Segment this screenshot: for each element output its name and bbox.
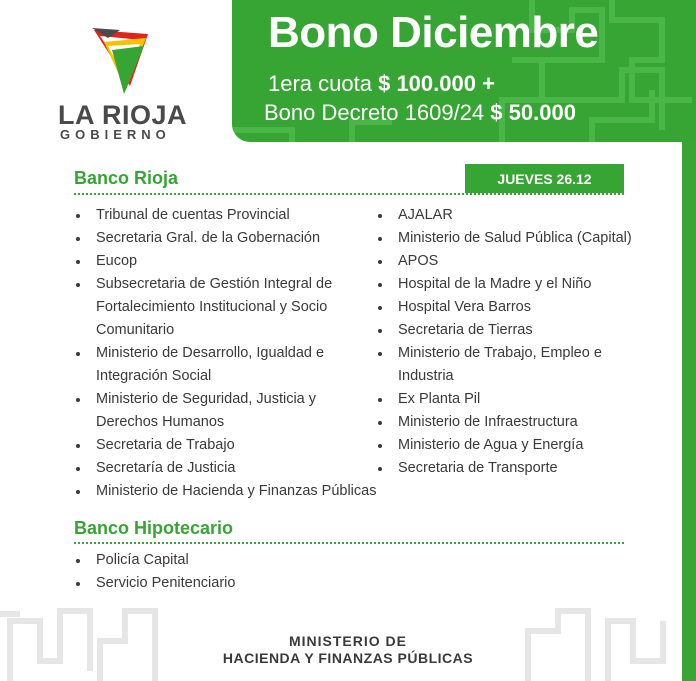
agency-list-item (74, 572, 235, 595)
logo-subtitle: GOBIERNO (60, 127, 171, 142)
logo-name: LA RIOJA (58, 100, 188, 130)
ministry-line-2: HACIENDA Y FINANZAS PÚBLICAS (222, 650, 474, 666)
banco-hipotecario-list (74, 549, 235, 595)
date-badge: JUEVES 26.12 (465, 164, 624, 193)
agency-list-item (376, 319, 632, 342)
list-item-text: Fortalecimiento Institucional y Socio (96, 299, 328, 315)
list-item-text: Secretaria de Trabajo (96, 437, 235, 453)
list-item-text: Derechos Humanos (96, 414, 225, 430)
agency-list-item (376, 457, 632, 480)
header-line-1 (268, 71, 495, 97)
list-item-text: AJALAR (398, 207, 453, 223)
list-item-text: Ministerio de Hacienda y Finanzas Públicas (96, 483, 377, 499)
page-title: Bono Diciembre (268, 8, 599, 57)
header-banner (232, 0, 696, 142)
list-item-text: Ministerio de Infraestructura (398, 414, 578, 430)
agency-list-item (74, 273, 376, 342)
list-item-text: Ex Planta Pil (398, 391, 481, 407)
list-item-text: APOS (398, 253, 439, 269)
list-item-text: Ministerio de Seguridad, Justicia y (96, 391, 317, 407)
list-item-text: Ministerio de Agua y Energía (398, 437, 584, 453)
banco-rioja-title: Banco Rioja (74, 168, 179, 188)
agency-list-item (376, 227, 632, 250)
la-rioja-logo-icon (90, 24, 154, 96)
agency-list-item (376, 273, 632, 296)
list-item-text: Servicio Penitenciario (96, 575, 236, 591)
list-item-text: Secretaria de Transporte (398, 460, 558, 476)
agency-list-item (376, 411, 632, 434)
list-item-text: Hospital de la Madre y el Niño (398, 276, 592, 292)
list-item-text: Ministerio de Salud Pública (Capital) (398, 230, 632, 246)
banco-hipotecario-title: Banco Hipotecario (74, 518, 234, 538)
banco-rioja-divider (74, 193, 624, 195)
agency-list-item (376, 250, 632, 273)
list-item-text: Subsecretaria de Gestión Integral de (96, 276, 333, 292)
list-item-text: Secretaría de Justicia (96, 460, 236, 476)
agency-list-item (376, 434, 632, 457)
agency-list-item (74, 250, 376, 273)
banco-rioja-list-left (74, 204, 376, 503)
agency-list-item (74, 227, 376, 250)
agency-list-item (74, 434, 376, 457)
agency-list-item (376, 204, 632, 227)
agency-list-item (74, 388, 376, 434)
banco-rioja-list-right (376, 204, 632, 480)
agency-list-item (74, 457, 376, 480)
agency-list-item (376, 342, 632, 388)
agency-list-item (74, 549, 235, 572)
list-item-text: Eucop (96, 253, 138, 269)
cuota-amount: $ 100.000 (378, 71, 476, 96)
agency-list-item (376, 388, 632, 411)
list-item-text: Tribunal de cuentas Provincial (96, 207, 290, 223)
list-item-text: Secretaria de Tierras (398, 322, 533, 338)
list-item-text: Comunitario (96, 322, 175, 338)
banco-hipotecario-divider (74, 542, 624, 544)
ministry-line-1: MINISTERIO DE (288, 633, 407, 649)
agency-list-item (376, 296, 632, 319)
decreto-amount: $ 50.000 (490, 100, 576, 125)
list-item-text: Integración Social (96, 368, 212, 384)
plus-sign: + (482, 71, 495, 96)
list-item-text: Ministerio de Trabajo, Empleo e (398, 345, 602, 361)
agency-list-item (74, 204, 376, 227)
list-item-text: Hospital Vera Barros (398, 299, 531, 315)
list-item-text: Ministerio de Desarrollo, Igualdad e (96, 345, 325, 361)
list-item-text: Industria (398, 368, 454, 384)
cuota-label: 1era cuota (268, 71, 372, 96)
list-item-text: Policía Capital (96, 552, 189, 568)
header-line-2 (264, 100, 576, 126)
decreto-label: Bono Decreto 1609/24 (264, 100, 485, 125)
agency-list-item (74, 480, 376, 503)
agency-list-item (74, 342, 376, 388)
list-item-text: Secretaria Gral. de la Gobernación (96, 230, 321, 246)
